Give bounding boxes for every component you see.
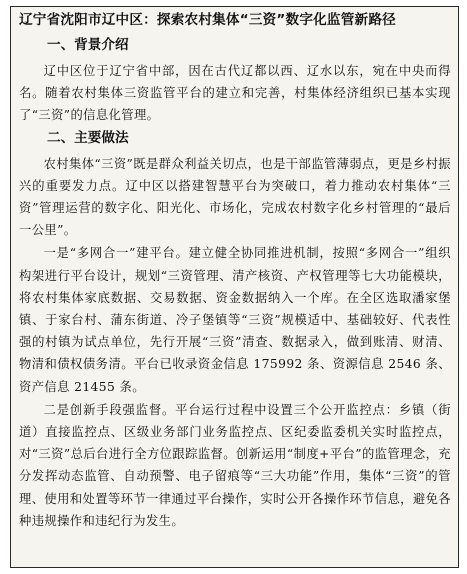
paragraph-main-intro: 农村集体“三资”既是群众利益关切点，也是干部监管薄弱点，更是乡村振兴的重要发力点。辽中区以搭建智慧平台为突破口，着力推动农村集体“三资”管理运营的数字化、阳光化、市场化，完成农村数字化乡村管理的“最后一公里”。 (19, 156, 451, 238)
section-heading-background: 一、背景介绍 (47, 37, 129, 53)
section-heading-main-practices: 二、主要做法 (47, 129, 129, 146)
paragraph-platform: 一是“多网合一”建平台。建立健全协同推进机制，按照“多网合一”组织构架进行平台设计，规划“三资管理、清产核资、产权管理等七大功能模块，将农村集体家底数据、交易数据、资金数据纳入一个库。在全区选取潘家堡镇、于家台村、蒲东街道、冷子堡镇等“三资”规模适中、基础较好、代表性强的村镇为试点单位，先行开展“三资”清查、数据录入，做到账清、财清、物清和债权债务清。平台已收录资金信息 175992 条、资源信息 2546 条、资产信息 21455 条。 (19, 246, 451, 394)
document-title: 辽宁省沈阳市辽中区：探索农村集体“三资”数字化监管新路径 (19, 12, 396, 28)
document-page (10, 6, 459, 568)
paragraph-background: 辽中区位于辽宁省中部，因在古代辽都以西、辽水以东，宛在中央而得名。随着农村集体三资监管平台的建立和完善，村集体经济组织已基本实现了“三资”的信息化管理。 (19, 64, 451, 123)
paragraph-supervision: 二是创新手段强监督。平台运行过程中设置三个公开监控点：乡镇（街道）直接监控点、区级业务部门业务监控点、区纪委监委机关实时监控点，对“三资”总后台进行全方位跟踪监督。创新运用“制度+平台”的监管理念，充分发挥动态监管、自动预警、电子留痕等“三大功能”作用，集体“三资”的管理、使用和处置等环节一律通过平台操作，实时公开各操作环节信息，避免各种违规操作和违纪行为发生。 (19, 402, 451, 528)
